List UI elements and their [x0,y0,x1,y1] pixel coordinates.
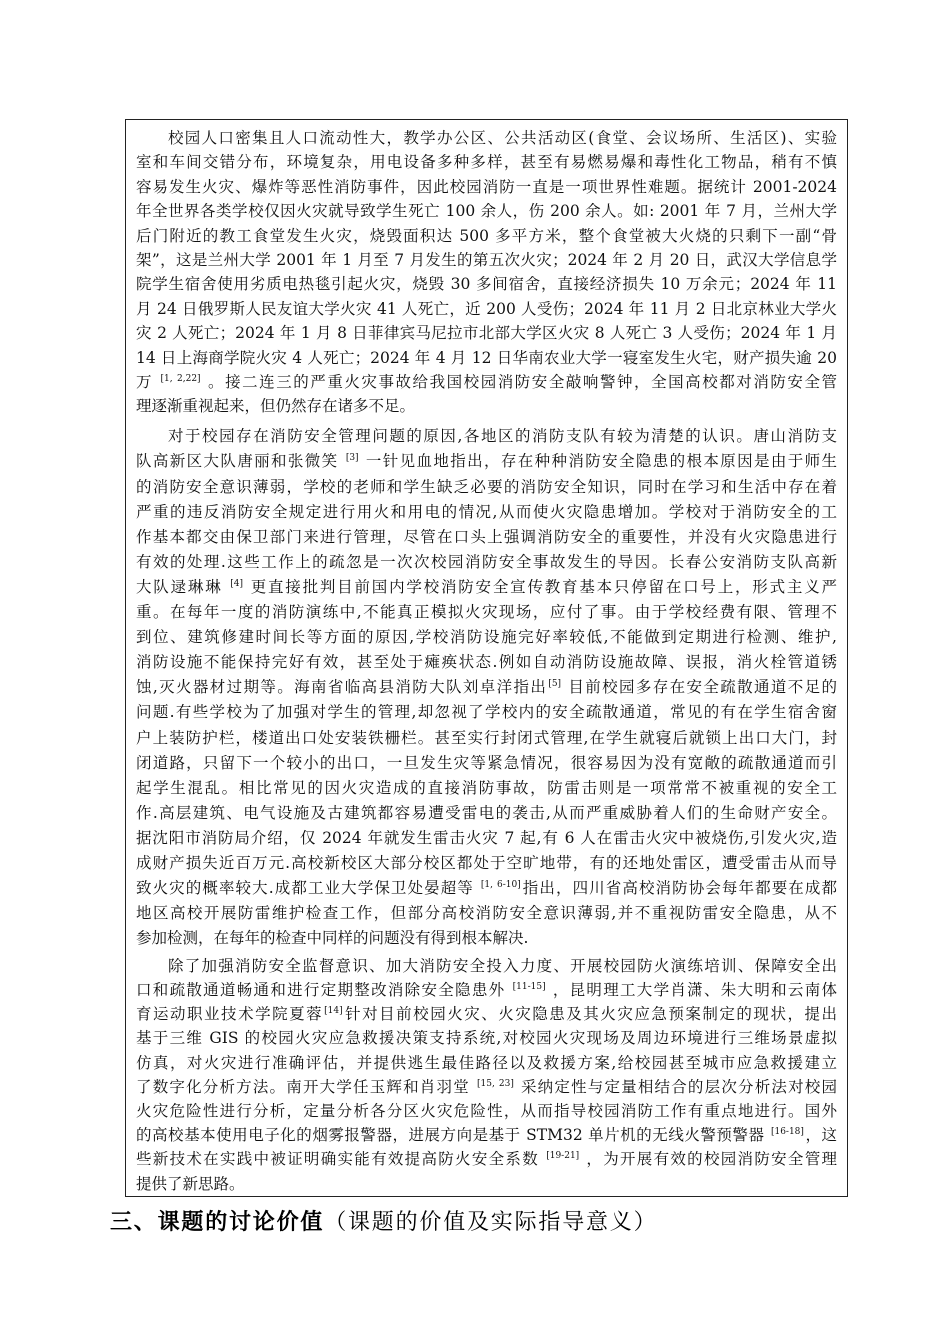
text-line: 室和车间交错分布，环境复杂，用电设备多种多样，甚至有易燃易爆和毒性化工物品，稍有不慎 [136,153,837,172]
citation-marker: [4] [230,578,243,589]
text-line: 灾 2 人死亡；2024 年 1 月 8 日菲律宾马尼拉市北部大学区火灾 8 人死亡 3 人受伤；2024 年 1 月 [136,324,837,343]
text-line: 参加检测，在每年的检查中同样的问题没有得到根本解决. [136,929,529,948]
citation-marker: [1, 6-10] [480,880,521,891]
text-line: 有效的处理.这些工作上的疏忽是一次次校园消防安全事故发生的导因。长春公安消防支队高新 [136,552,837,571]
text-line: 提供了新思路。 [136,1174,245,1193]
text-line: 年全世界各类学校仅因火灾就导致学生死亡 100 余人，伤 200 余人。如: 2001 年 7 月，兰州大学 [136,202,837,221]
text-line: 作.高层建筑、电气设施及古建筑都容易遭受雷电的袭击,从而严重威胁着人们的生命财产安全。 [136,803,837,822]
text-box [125,119,848,1197]
text-line: 除了加强消防安全监督意识、加大消防安全投入力度、开展校园防火演练培训、保障安全出 [168,956,837,975]
citation-marker: [14] [324,1006,343,1017]
text-line [136,1123,837,1147]
line-text: 了数字化分析方法。南开大学任玉辉和肖羽堂 [136,1077,477,1096]
text-line: 对于校园存在消防安全管理问题的原因,各地区的消防支队有较为清楚的认识。唐山消防支 [168,427,837,446]
citation-marker: [15, 23] [477,1078,514,1089]
section-heading-title: 三、课题的讨论价值 [110,1209,325,1235]
citation-marker: [16-18] [770,1127,804,1138]
text-line: 成财产损失近百万元.高校新校区大部分校区都处于空旷地带，有的还地处雷区，遭受雷击从而导 [136,853,837,872]
line-text: 目前校园多存在安全疏散通道不足的 [562,678,837,697]
paragraph [136,126,837,419]
text-line [136,370,837,394]
text-line: 问题.有些学校为了加强对学生的管理,却忽视了学校内的安全疏散通道，常见的有在学生宿舍窗 [136,703,837,722]
citation-marker: [1, 2,22] [160,374,201,385]
text-line: 校园人口密集且人口流动性大，教学办公区、公共活动区(食堂、会议场所、生活区)、实验 [168,129,837,147]
text-line: 理逐渐重视起来，但仍然存在诸多不足。 [136,397,416,416]
section-heading [110,1208,657,1237]
text-line: 后门附近的教工食堂发生火灾，烧毁面积达 500 多平方米，整个食堂被大火烧的只剩下一副“骨 [136,226,837,245]
line-text: 育运动职业技术学院夏蓉 [136,1005,324,1024]
text-line [136,978,837,1002]
text-line: 月 24 日俄罗斯人民友谊大学火灾 41 人死亡，近 200 人受伤；2024 年 11 月 2 日北京林业大学火 [136,299,837,318]
line-text: 口和疏散通道畅通和进行定期整改消除安全隐患外 [136,981,512,1000]
text-line: 仿真，对火灾进行准确评估，并提供逃生最佳路径以及救援方案,给校园甚至城市应急救援建立 [136,1053,837,1072]
text-line: 重。在每年一度的消防演练中,不能真正模拟火灾现场，应付了事。由于学校经费有限、管理不 [136,603,837,622]
text-line: 基于三维 GIS 的校园火灾应急救援决策支持系统,对校园火灾现场及周边环境进行三维场景虚拟 [136,1029,837,1048]
line-text: 些新技术在实践中被证明确实能有效提高防火安全系数 [136,1150,546,1169]
text-line: 地区高校开展防雷维护检查工作，但部分高校消防安全意识薄弱,并不重视防雷安全隐患，从不 [136,904,837,923]
citation-marker: [11-15] [512,982,546,993]
text-line: 到位、建筑修建时间长等方面的原因,学校消防设施完好率较低,不能做到定期进行检测、维护, [136,628,837,647]
line-text: 针对目前校园火灾、火灾隐患及其火灾应急预案制定的现状，提出 [343,1005,837,1024]
text-line: 14 日上海商学院火灾 4 人死亡；2024 年 4 月 12 日华南农业大学一寝室发生火宅，财产损失逾 20 [136,348,837,367]
citation-marker: [19-21] [546,1151,580,1162]
text-line: 严重的违反消防安全规定进行用火和用电的情况,从而使火灾隐患增加。学校对于消防安全的工 [136,502,837,521]
text-line: 据沈阳市消防局介绍，仅 2024 年就发生雷击火灾 7 起,有 6 人在雷击火灾中被烧伤,引发火灾,造 [136,828,837,847]
line-text: 采纳定性与定量相结合的层次分析法对校园 [514,1077,837,1096]
line-text: 。接二连三的严重火灾事故给我国校园消防安全敲响警钟，全国高校都对消防安全管 [201,373,837,392]
line-text: 大队逯琳琳 [136,577,230,596]
line-text: 一针见血地指出，存在种种消防安全隐患的根本原因是由于师生 [359,452,837,471]
text-line: 闭道路，只留下一个较小的出口，一旦发生灾等紧急情况，很容易因为没有宽敞的疏散通道而引 [136,753,837,772]
text-line: 消防设施不能保持完好有效，甚至处于瘫痪状态.例如自动消防设施故障、误报，消火栓管道锈 [136,653,837,672]
text-line [136,1002,837,1026]
line-text: 更直接批判目前国内学校消防安全宣传教育基本只停留在口号上，形式主义严 [243,577,837,596]
text-line: 架”，这是兰州大学 2001 年 1 月至 7 月发生的第五次火灾；2024 年 2 月 20 日，武汉大学信息学 [136,251,837,270]
text-line [136,675,837,700]
text-line: 院学生宿舍使用劣质电热毯引起火灾，烧毁 30 多间宿舍，直接经济损失 10 万余元；2024 年 11 [136,275,837,294]
paragraph [136,424,837,951]
text-line: 户上装防护栏，楼道出口处安装铁栅栏。甚至实行封闭式管理,在学生就寝后就锁上出口大门，封 [136,728,837,747]
text-line [136,1147,837,1171]
line-text: 蚀,灭火器材过期等。海南省临高县消防大队刘卓洋指出 [136,678,548,697]
text-line [136,876,837,901]
text-line: 的消防安全意识薄弱，学校的老师和学生缺乏必要的消防安全知识，同时在学习和生活中存在着 [136,477,837,496]
citation-marker: [5] [548,679,562,690]
line-text: 指出，四川省高校消防协会每年都要在成都 [521,879,837,898]
text-line: 火灾危险性进行分析，定量分析各分区火灾危险性，从而指导校园消防工作有重点地进行。国外 [136,1102,837,1121]
section-heading-note: （课题的价值及实际指导意义） [324,1210,658,1235]
line-text: ，为开展有效的校园消防安全管理 [580,1150,837,1169]
text-line [136,449,837,474]
paragraph [136,954,837,1196]
line-text: 队高新区大队唐丽和张微笑 [136,452,345,471]
text-line: 作基本都交由保卫部门来进行管理，尽管在口头上强调消防安全的重要性，并没有火灾隐患进行 [136,527,837,546]
line-text: ，这 [804,1126,837,1145]
line-text: 的高校基本使用电子化的烟雾报警器，进展方向是基于 STM32 单片机的无线火警预警器 [136,1126,770,1145]
text-line [136,1075,837,1099]
line-text: 致火灾的概率较大.成都工业大学保卫处晏超等 [136,879,480,898]
text-line [136,575,837,600]
citation-marker: [3] [345,453,359,464]
text-line: 起学生混乱。相比常见的因火灾造成的直接消防事故，防雷击则是一项常常不被重视的安全工 [136,778,837,797]
line-text: ，昆明理工大学肖潇、朱大明和云南体 [546,981,837,1000]
text-line: 容易发生火灾、爆炸等恶性消防事件，因此校园消防一直是一项世界性难题。据统计 2001-2024 [136,177,837,196]
line-text: 万 [136,373,160,392]
